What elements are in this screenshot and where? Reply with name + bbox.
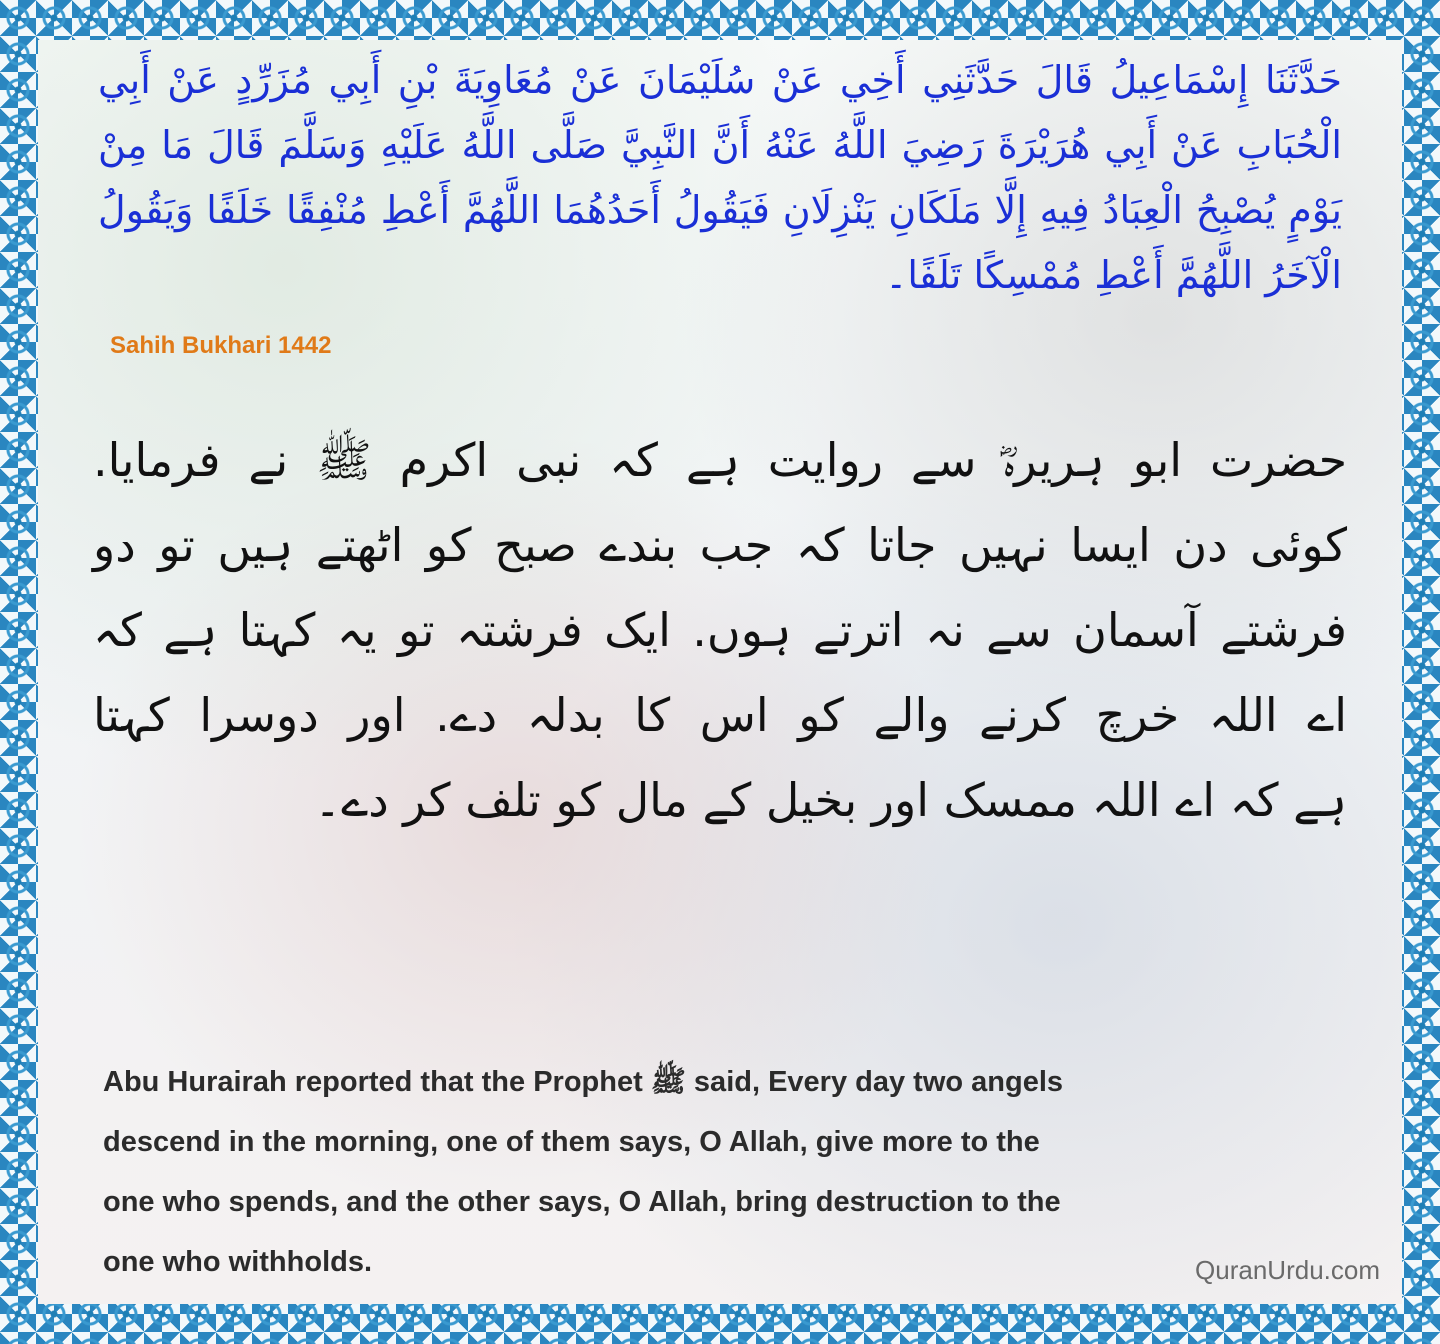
- urdu-line: ہے کہ اے اللہ ممسک اور بخیل کے مال کو تلف کر دے۔: [314, 773, 1347, 827]
- site-watermark: QuranUrdu.com: [1195, 1255, 1380, 1285]
- hadith-reference: Sahih Bukhari 1442: [110, 332, 332, 359]
- english-line: one who withholds.: [103, 1246, 373, 1278]
- urdu-translation: [93, 418, 1347, 843]
- urdu-line: حضرت ابو ہریرہؓ سے روایت ہے کہ نبی اکرم ﷺ نے فرمایا.: [93, 433, 1347, 487]
- arabic-hadith-text: حَدَّثَنَا إِسْمَاعِيلُ قَالَ حَدَّثَنِي أَخِي عَنْ سُلَيْمَانَ عَنْ مُعَاوِيَةَ بْنِ أَبِي مُزَرِّدٍ عَنْ أَبِي الْحُبَابِ عَنْ أَبِي هُرَيْرَةَ رَضِيَ اللَّهُ عَنْهُ أَنَّ النَّبِيَّ صَلَّى اللَّهُ عَلَيْهِ وَسَلَّمَ قَالَ مَا مِنْ يَوْمٍ يُصْبِحُ الْعِبَادُ فِيهِ إِلَّا مَلَكَانِ يَنْزِلَانِ فَيَقُولُ أَحَدُهُمَا اللَّهُمَّ أَعْطِ مُنْفِقًا خَلَفًا وَيَقُولُ الْآخَرُ اللَّهُمَّ أَعْطِ مُمْسِكًا تَلَفًا۔: [98, 58, 1342, 297]
- english-line: descend in the morning, one of them says, O Allah, give more to the: [103, 1126, 1040, 1158]
- content-panel: [38, 40, 1402, 1304]
- english-line: Abu Hurairah reported that the Prophet ﷺ said, Every day two angels: [103, 1066, 1064, 1098]
- urdu-line: فرشتے آسمان سے نہ اترتے ہوں. ایک فرشتہ تو یہ کہتا ہے کہ: [93, 603, 1347, 657]
- urdu-line: کوئی دن ایسا نہیں جاتا کہ جب بندے صبح کو اٹھتے ہیں تو دو: [93, 518, 1347, 572]
- english-line: one who spends, and the other says, O Allah, bring destruction to the: [103, 1186, 1061, 1218]
- urdu-line: اے اللہ خرچ کرنے والے کو اس کا بدلہ دے. اور دوسرا کہتا: [93, 688, 1347, 742]
- english-translation: [103, 1052, 1342, 1292]
